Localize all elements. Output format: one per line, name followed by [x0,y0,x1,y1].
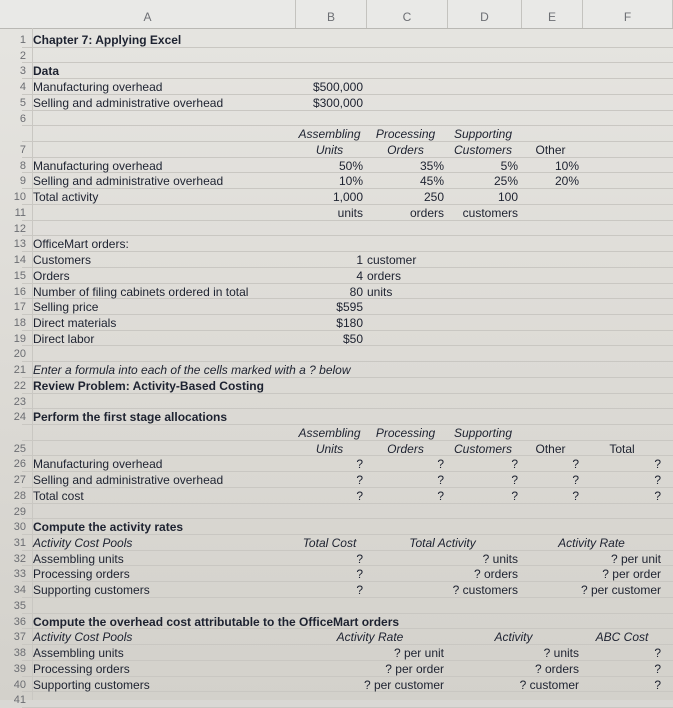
cell-a34[interactable]: Supporting customers [33,583,150,598]
cell-e7[interactable]: Other [535,143,566,158]
cell-a24[interactable]: Perform the first stage allocations [33,410,228,425]
cell-e8[interactable]: 10% [554,158,579,173]
row-number[interactable]: 1 [19,34,26,46]
cell-b25[interactable]: Units [315,441,344,456]
cell-bhdr[interactable]: Assembling [298,426,361,440]
row-number[interactable]: 33 [13,568,26,581]
cell-a19[interactable]: Direct labor [33,331,95,346]
cell-b34[interactable]: ? [356,583,363,598]
cell-d38[interactable]: ? units [543,646,579,661]
row-number[interactable]: 37 [13,631,26,644]
cell-f40[interactable]: ? [654,677,661,692]
cell-a40[interactable]: Supporting customers [33,677,150,692]
row-number[interactable]: 16 [13,285,26,298]
row-number[interactable]: 34 [13,584,26,597]
cell-a36[interactable]: Compute the overhead cost attributable to the OfficeMart orders [33,614,400,629]
cell-e34[interactable]: ? per customer [580,583,661,598]
cell-c8[interactable]: 35% [419,158,444,173]
cell-f37[interactable]: ABC Cost [595,630,649,645]
row-gridline [22,518,673,519]
cell-dhdr[interactable]: Supporting [453,426,513,440]
row-number[interactable]: 22 [13,379,26,392]
cell-f38[interactable]: ? [654,646,661,661]
cell-a32[interactable]: Assembling units [33,551,124,566]
row-number[interactable]: 13 [13,238,26,251]
row-number[interactable]: 24 [13,411,26,424]
cell-a8[interactable]: Manufacturing overhead [33,158,163,173]
cell-c14[interactable]: customer [367,253,417,268]
row-number[interactable]: 32 [13,552,26,565]
row-number[interactable]: 8 [19,159,26,172]
row-number[interactable]: 2 [19,49,26,62]
cell-a15[interactable]: Orders [33,268,70,283]
cell-b16[interactable]: 80 [349,284,363,299]
cell-a28[interactable]: Total cost [33,488,84,503]
cell-e28[interactable]: ? [572,488,579,503]
cell-a26[interactable]: Manufacturing overhead [33,457,163,472]
cell-e9[interactable]: 20% [554,174,579,189]
cell-d39[interactable]: ? orders [534,661,579,676]
column-header-c[interactable]: C [367,0,448,28]
row-number[interactable]: 15 [13,269,26,282]
column-header-a[interactable]: A [0,0,296,28]
cell-a1[interactable]: Chapter 7: Applying Excel [33,33,182,47]
row-number[interactable]: 14 [13,254,26,267]
cell-d28[interactable]: ? [511,488,518,503]
cell-c34[interactable]: ? customers [452,583,518,598]
cell-a3[interactable]: Data [33,64,60,79]
cell-f39[interactable]: ? [654,661,661,676]
cell-d27[interactable]: ? [511,473,518,488]
cell-b10[interactable]: 1,000 [332,190,363,205]
row-number[interactable]: 30 [13,521,26,534]
row-number[interactable]: 41 [13,694,26,707]
column-header-e[interactable]: E [522,0,583,28]
cell-e25[interactable]: Other [535,441,566,456]
column-header-bar [0,0,673,29]
cell-c16[interactable]: units [367,284,393,299]
cell-b18[interactable]: $180 [336,315,363,330]
cell-b4[interactable]: $500,000 [312,80,363,95]
cell-b33[interactable]: ? [356,567,363,582]
cell-a37[interactable]: Activity Cost Pools [33,630,133,645]
cell-c10[interactable]: 250 [423,190,444,205]
cell-b7[interactable]: Units [315,143,344,158]
row-number[interactable]: 26 [13,458,26,471]
cell-f27[interactable]: ? [654,473,661,488]
cell-c7[interactable]: Orders [387,143,424,158]
cell-d7[interactable]: Customers [453,143,512,158]
cell-b8[interactable]: 50% [338,158,363,173]
cell-e27[interactable]: ? [572,473,579,488]
row-number[interactable]: 6 [19,112,26,125]
cell-d9[interactable]: 25% [493,174,518,189]
cell-b19[interactable]: $50 [342,331,363,346]
row-number[interactable]: 12 [13,222,26,235]
column-header-f[interactable]: F [583,0,673,28]
cell-f28[interactable]: ? [654,488,661,503]
cell-e26[interactable]: ? [572,457,579,472]
cell-c28[interactable]: ? [437,488,444,503]
row-number[interactable]: 28 [13,489,26,502]
row-number[interactable]: 35 [13,599,26,612]
cell-b15[interactable]: 4 [356,268,363,283]
cell-e31[interactable]: Activity Rate [558,536,625,551]
cell-a5[interactable]: Selling and administrative overhead [33,95,224,110]
row-gridline [22,62,673,63]
row-number[interactable]: 31 [13,537,26,550]
cell-b32[interactable]: ? [356,551,363,566]
row-number[interactable]: 39 [13,662,26,675]
row-number[interactable]: 17 [13,301,26,314]
cell-b5[interactable]: $300,000 [312,95,363,110]
cell-bhdr[interactable]: Assembling [298,127,361,142]
row-gridline [22,361,673,362]
row-number[interactable]: 19 [13,332,26,345]
row-number[interactable]: 4 [19,81,26,94]
cell-a30[interactable]: Compute the activity rates [33,520,184,535]
row-number[interactable]: 18 [13,316,26,329]
column-header-b[interactable]: B [296,0,367,28]
cell-e32[interactable]: ? per unit [610,551,661,566]
cell-d40[interactable]: ? customer [519,677,579,692]
row-gridline [22,235,673,236]
cell-b40[interactable]: ? per customer [363,677,444,692]
row-number[interactable]: 27 [13,474,26,487]
cell-b37[interactable]: Activity Rate [336,630,404,645]
row-number[interactable]: 20 [13,348,26,361]
cell-c9[interactable]: 45% [419,174,444,189]
cell-a9[interactable]: Selling and administrative overhead [33,174,224,189]
row-number[interactable]: 29 [13,505,26,518]
cell-chdr[interactable]: Processing [375,426,436,440]
cell-c11[interactable]: orders [409,205,444,220]
cell-f26[interactable]: ? [654,457,661,472]
cell-a4[interactable]: Manufacturing overhead [33,80,163,95]
cell-a10[interactable]: Total activity [33,190,99,205]
cell-a22[interactable]: Review Problem: Activity-Based Costing [33,378,264,393]
row-number[interactable]: 23 [13,395,26,408]
row-number[interactable]: 5 [19,96,26,109]
cell-b17[interactable]: $595 [336,300,363,315]
row-gridline [22,125,673,126]
row-number[interactable]: 25 [13,442,26,455]
row-number[interactable]: 40 [13,678,26,691]
cell-d8[interactable]: 5% [500,158,518,173]
cell-c26[interactable]: ? [437,457,444,472]
cell-b28[interactable]: ? [356,488,363,503]
cell-c27[interactable]: ? [437,473,444,488]
cell-b14[interactable]: 1 [356,253,363,268]
cell-dhdr[interactable]: Supporting [453,127,513,142]
row-number[interactable]: 3 [19,65,26,78]
row-gridline [22,613,673,614]
cell-a21[interactable]: Enter a formula into each of the cells marked with a ? below [33,363,351,378]
cell-a27[interactable]: Selling and administrative overhead [33,473,224,488]
cell-b38[interactable]: ? per unit [393,646,444,661]
cell-a18[interactable]: Direct materials [33,315,117,330]
row-number[interactable]: 7 [19,144,26,157]
cell-b26[interactable]: ? [356,457,363,472]
row-number[interactable]: 10 [13,191,26,204]
cell-a38[interactable]: Assembling units [33,646,124,661]
row-gridline [22,408,673,409]
cell-a17[interactable]: Selling price [33,300,99,315]
row-number[interactable]: 9 [19,175,26,188]
cell-chdr[interactable]: Processing [375,127,436,142]
cell-b27[interactable]: ? [356,473,363,488]
cell-d11[interactable]: customers [462,205,518,220]
column-header-d[interactable]: D [448,0,522,28]
row-number[interactable]: 21 [13,364,26,377]
cell-c33[interactable]: ? orders [473,567,518,582]
cell-a14[interactable]: Customers [33,253,92,268]
cell-d10[interactable]: 100 [497,190,518,205]
row-number[interactable]: 38 [13,647,26,660]
cell-d26[interactable]: ? [511,457,518,472]
cell-a39[interactable]: Processing orders [33,661,130,676]
cell-b31[interactable]: Total Cost [302,536,357,551]
cell-b11[interactable]: units [337,205,363,220]
cell-d37[interactable]: Activity [494,630,533,645]
cell-b39[interactable]: ? per order [385,661,444,676]
row-number[interactable]: 11 [14,206,26,219]
cell-b9[interactable]: 10% [338,174,363,189]
cell-a16[interactable]: Number of filing cabinets ordered in total [33,284,249,299]
row-number[interactable]: 36 [13,615,26,628]
cell-e33[interactable]: ? per order [602,567,661,582]
cell-a31[interactable]: Activity Cost Pools [33,536,133,551]
cell-c15[interactable]: orders [367,268,402,283]
cell-d25[interactable]: Customers [453,441,512,456]
cell-c31[interactable]: Total Activity [409,536,476,551]
cell-a33[interactable]: Processing orders [33,567,130,582]
cell-a13[interactable]: OfficeMart orders: [33,237,129,252]
cell-c25[interactable]: Orders [387,441,424,456]
cell-f25[interactable]: Total [609,441,635,456]
cell-c32[interactable]: ? units [482,551,518,566]
